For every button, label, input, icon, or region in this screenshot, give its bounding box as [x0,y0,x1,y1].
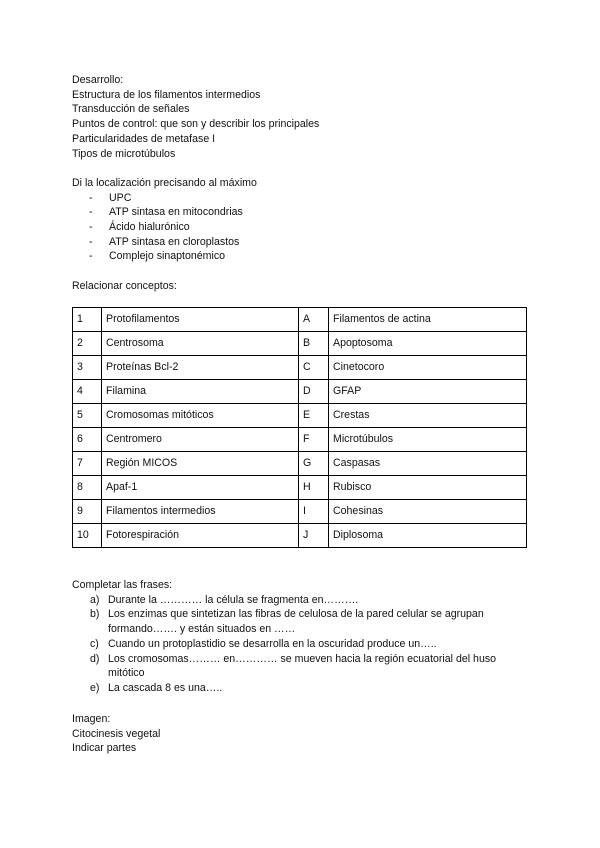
row-number: 8 [73,476,102,500]
table-row [73,452,527,476]
table-row [73,500,527,524]
row-number: 10 [73,524,102,548]
item-label: b) [90,608,100,621]
table-row [73,476,527,500]
complete-heading: Completar las frases: [72,579,173,591]
row-letter: E [299,404,329,428]
relate-concepts-table [72,307,527,548]
match-cell: Microtúbulos [329,428,527,452]
list-item [72,652,532,681]
localization-item: - ATP sintasa en mitocondrias [72,205,532,220]
match-cell: Filamentos de actina [329,308,527,332]
localization-list [72,191,532,265]
match-cell: GFAP [329,380,527,404]
spacer [72,161,532,176]
row-number: 1 [73,308,102,332]
row-letter: I [299,500,329,524]
match-cell: Caspasas [329,452,527,476]
table-row [73,332,527,356]
spacer [72,264,532,279]
match-cell: Cinetocoro [329,356,527,380]
item-label: d) [90,652,100,665]
table-row [73,524,527,548]
development-item: Puntos de control: que son y describir los principales [72,118,320,131]
list-item [72,681,532,696]
item-label: c) [90,637,99,650]
row-number: 2 [73,332,102,356]
concept-cell: Proteínas Bcl-2 [102,356,299,380]
list-item [72,607,532,636]
localization-item: - ATP sintasa en cloroplastos [72,235,532,250]
development-and-localization-section [72,73,532,294]
relate-heading: Relacionar conceptos: [72,279,177,292]
development-item: Estructura de los filamentos intermedios [72,88,261,101]
row-letter: A [299,308,329,332]
match-cell: Cohesinas [329,500,527,524]
item-text: mitótico [108,667,145,680]
table-row [73,380,527,404]
localization-item: - UPC [72,191,532,206]
table-row [73,356,527,380]
item-text: Durante la ………… la célula se fragmenta en………. [108,593,359,606]
item-text: Los enzimas que sintetizan las fibras de celulosa de la pared celular se agrupan [108,608,484,621]
complete-sentences-section [72,578,532,696]
item-text: Los cromosomas……… en………… se mueven hacia la región ecuatorial del huso [108,652,497,665]
concept-cell: Apaf-1 [102,476,299,500]
concept-cell: Cromosomas mitóticos [102,404,299,428]
row-letter: G [299,452,329,476]
row-number: 7 [73,452,102,476]
development-item: Transducción de señales [72,103,190,116]
table-row [73,308,527,332]
complete-list [72,593,532,696]
match-cell: Diplosoma [329,524,527,548]
row-letter: H [299,476,329,500]
development-item: Tipos de microtúbulos [72,147,176,160]
row-letter: D [299,380,329,404]
item-text: formando……. y están situados en …… [108,623,296,636]
list-item [72,637,532,652]
row-number: 5 [73,404,102,428]
concept-cell: Filamina [102,380,299,404]
row-number: 3 [73,356,102,380]
localization-item: - Ácido hialurónico [72,220,532,235]
image-line: Citocinesis vegetal [72,727,161,740]
table-row [73,428,527,452]
localization-item: - Complejo sinaptonémico [72,249,532,264]
concept-cell: Centrosoma [102,332,299,356]
row-number: 6 [73,428,102,452]
row-letter: B [299,332,329,356]
row-number: 9 [73,500,102,524]
image-heading: Imagen: [72,713,111,725]
development-item: Particularidades de metafase I [72,132,216,145]
match-cell: Apoptosoma [329,332,527,356]
localization-heading: Di la localización precisando al máximo [72,176,257,189]
concept-cell: Centromero [102,428,299,452]
item-label: e) [90,681,100,694]
item-text: La cascada 8 es una….. [108,681,223,694]
image-line: Indicar partes [72,742,137,755]
row-letter: J [299,524,329,548]
item-text: Cuando un protoplastidio se desarrolla en la oscuridad produce un….. [108,637,437,650]
concept-cell: Filamentos intermedios [102,500,299,524]
match-cell: Rubisco [329,476,527,500]
table-row [73,404,527,428]
development-heading: Desarrollo: [72,74,124,86]
image-section [72,712,160,756]
row-letter: F [299,428,329,452]
concept-cell: Región MICOS [102,452,299,476]
list-item [72,593,532,608]
item-label: a) [90,593,100,606]
concept-cell: Fotorespiración [102,524,299,548]
row-letter: C [299,356,329,380]
match-cell: Crestas [329,404,527,428]
row-number: 4 [73,380,102,404]
concept-cell: Protofilamentos [102,308,299,332]
